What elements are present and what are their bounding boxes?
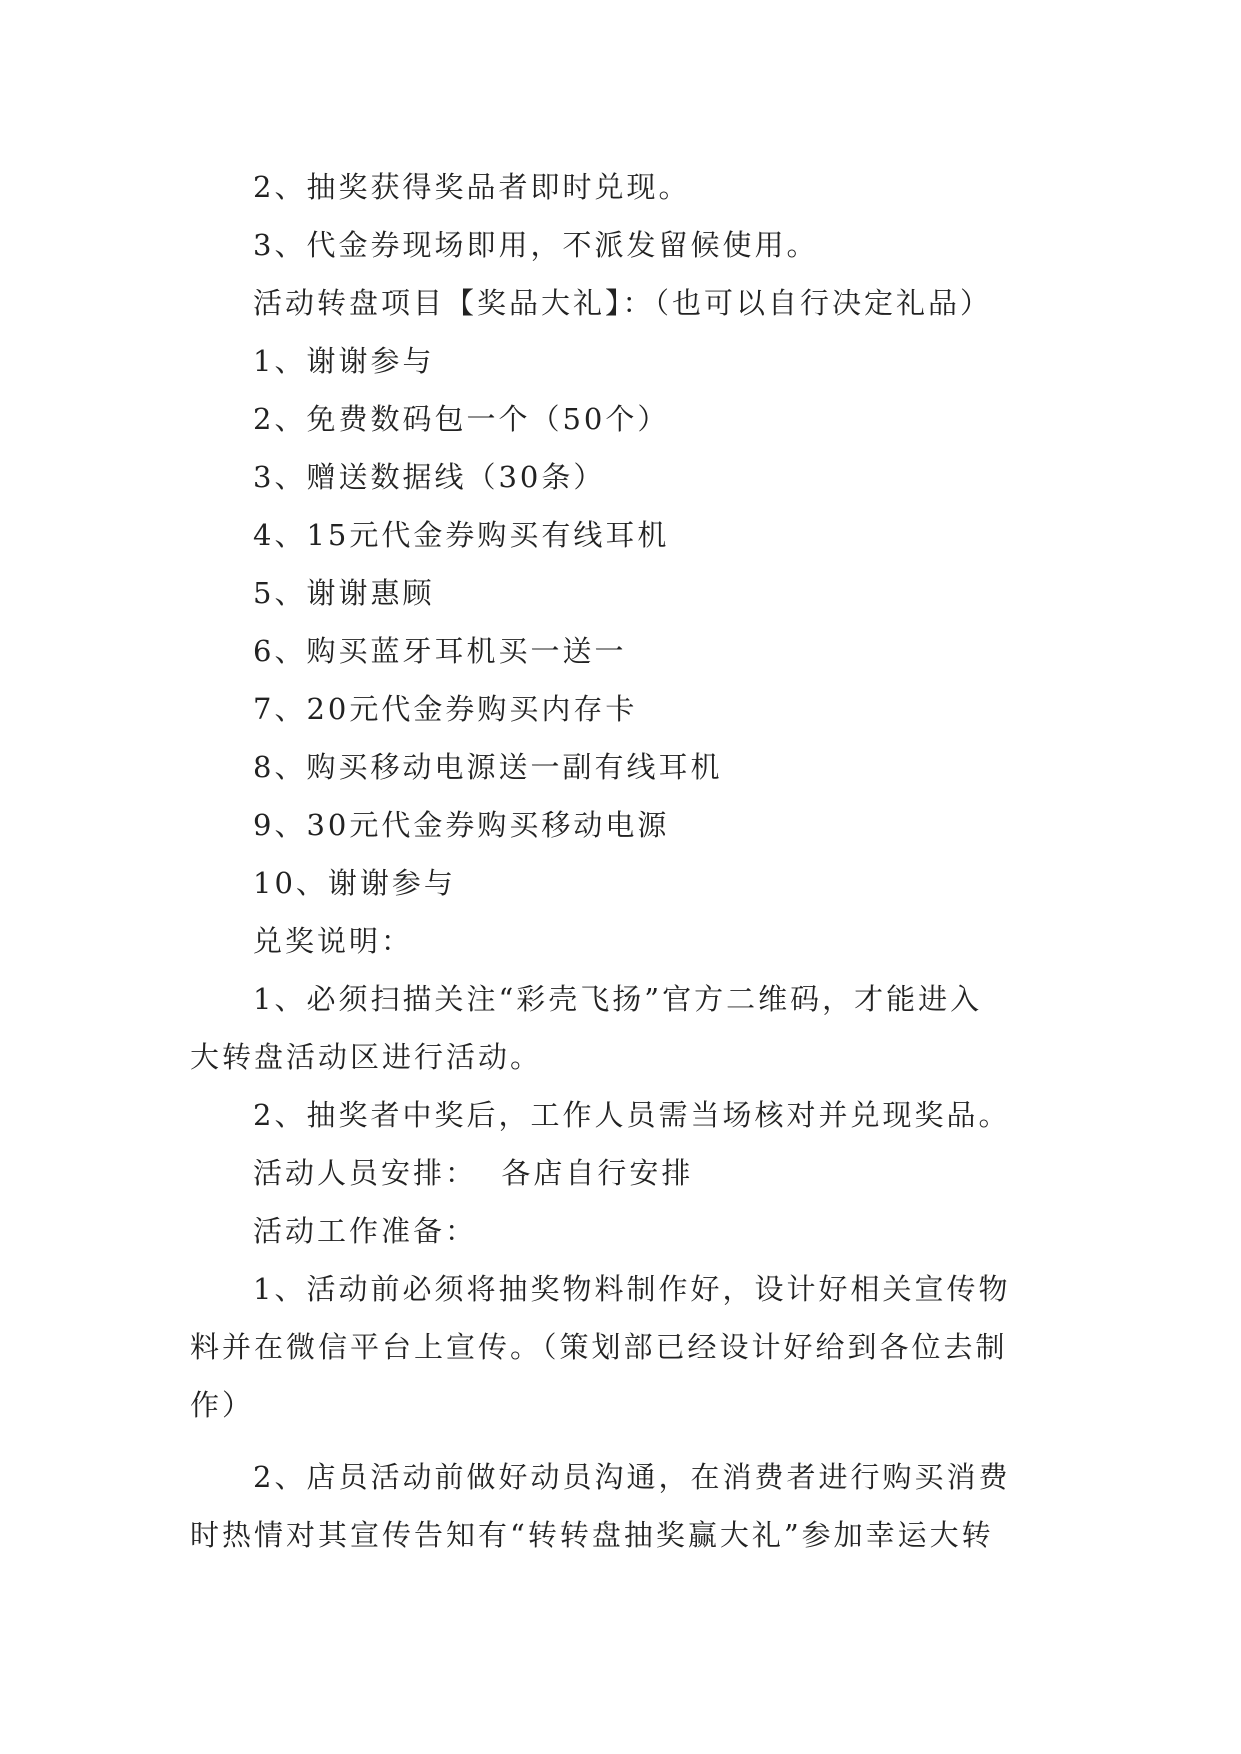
redeem-rule-1-line-1: 1、必须扫描关注“彩壳飞扬”官方二维码，才能进入 <box>253 982 983 1016</box>
prize-item-9: 9、30元代金券购买移动电源 <box>253 808 670 842</box>
rule-line-instant-redeem: 2、抽奖获得奖品者即时兑现。 <box>253 170 691 204</box>
prize-item-1: 1、谢谢参与 <box>253 344 435 378</box>
document-body <box>190 158 1050 1564</box>
section-heading-staff: 活动人员安排： 各店自行安排 <box>253 1156 694 1190</box>
prize-item-5: 5、谢谢惠顾 <box>253 576 435 610</box>
prize-item-4: 4、15元代金券购买有线耳机 <box>253 518 670 552</box>
prep-item-1-line-3: 作） <box>190 1388 255 1422</box>
prep-item-2-line-2: 时热情对其宣传告知有“转转盘抽奖赢大礼”参加幸运大转 <box>190 1518 994 1552</box>
prep-item-2-line-1: 2、店员活动前做好动员沟通，在消费者进行购买消费 <box>253 1460 1011 1494</box>
redeem-rule-2: 2、抽奖者中奖后，工作人员需当场核对并兑现奖品。 <box>253 1098 1011 1132</box>
section-heading-prizes: 活动转盘项目【奖品大礼】：（也可以自行决定礼品） <box>253 286 993 320</box>
prize-item-3: 3、赠送数据线（30条） <box>253 460 606 494</box>
prize-item-10: 10、谢谢参与 <box>253 866 456 900</box>
redeem-rule-1-line-2: 大转盘活动区进行活动。 <box>190 1040 543 1074</box>
rule-line-voucher-on-site: 3、代金券现场即用，不派发留候使用。 <box>253 228 819 262</box>
prep-item-1-line-2: 料并在微信平台上宣传。（策划部已经设计好给到各位去制 <box>190 1330 1008 1364</box>
prep-item-1-line-1: 1、活动前必须将抽奖物料制作好，设计好相关宣传物 <box>253 1272 1011 1306</box>
prize-item-8: 8、购买移动电源送一副有线耳机 <box>253 750 723 784</box>
prize-item-7: 7、20元代金券购买内存卡 <box>253 692 638 726</box>
prize-item-6: 6、购买蓝牙耳机买一送一 <box>253 634 627 668</box>
prize-item-2: 2、免费数码包一个（50个） <box>253 402 670 436</box>
section-heading-prep: 活动工作准备： <box>253 1214 478 1248</box>
section-heading-redeem: 兑奖说明： <box>253 924 414 958</box>
